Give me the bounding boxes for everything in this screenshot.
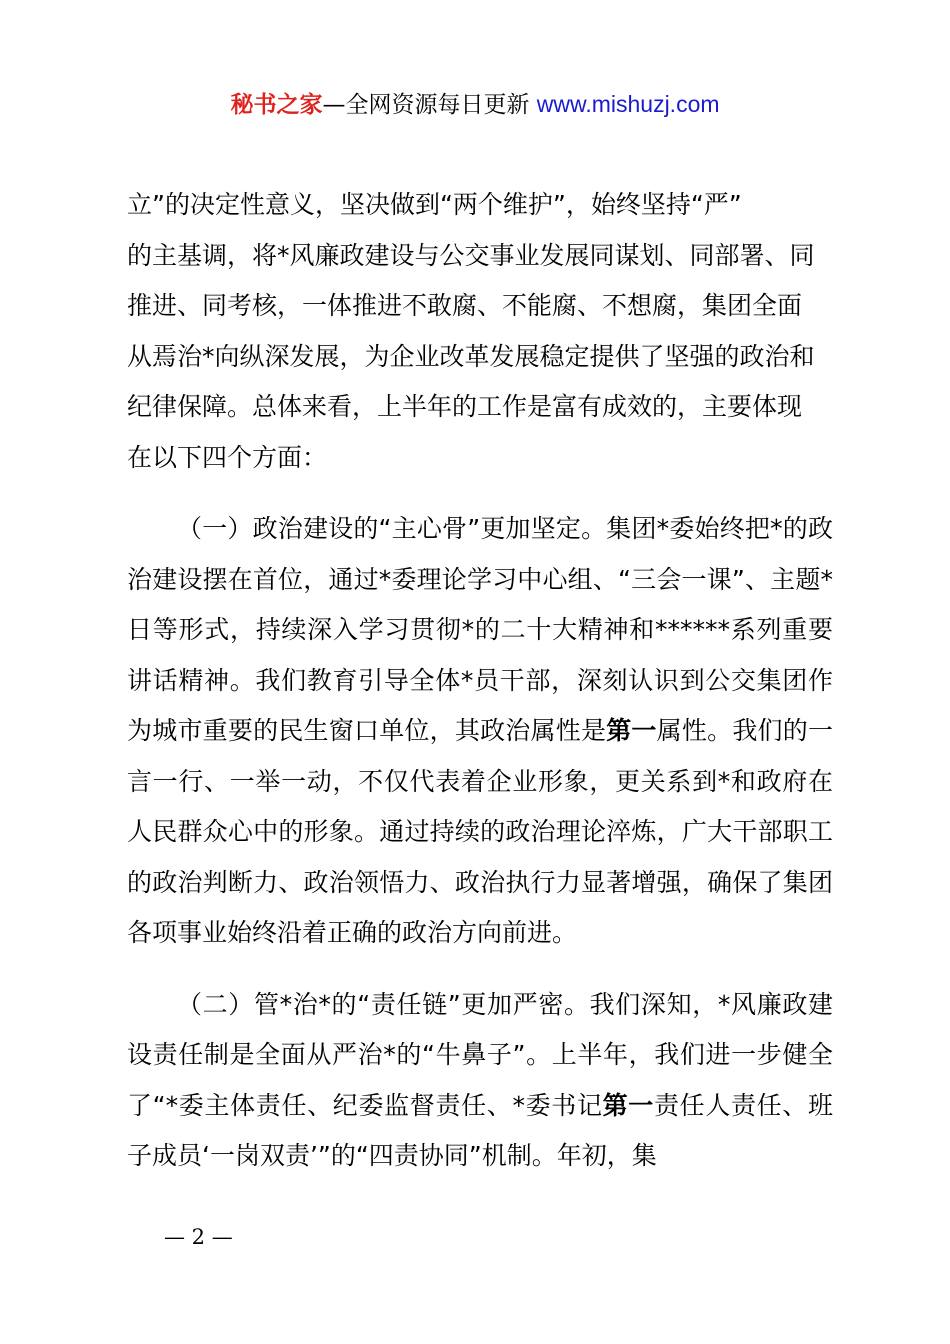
bold-text: 第一 — [602, 1090, 654, 1120]
page-number: — 2 — — [164, 1225, 233, 1249]
paragraph-political-building — [127, 504, 833, 959]
paragraph-responsibility-chain — [127, 980, 833, 1182]
page-header — [0, 86, 950, 123]
text-line: 立”的决定性意义，坚决做到“两个维护”，始终坚持“严” — [127, 190, 742, 219]
website-link[interactable]: www.mishuzj.com — [536, 91, 720, 117]
paragraph-text: （一）政治建设的“主心骨”更加坚定。集团*委始终把*的政治建设摆在首位，通过*委理论学习中心组、“三会一课”、主题*日等形式，持续深入学习贯彻*的二十大精神和******系列重要讲话精神。我们教育引导全体*员干部，深刻认识到公交集团作为城市重要的民生窗口单位，其政治属性是 — [127, 514, 833, 745]
paragraph-text: （二）管*治*的“责任链”更加严密。我们深知，*风廉政建设责任制是全面从严治*的“牛鼻子”。上半年，我们进一步健全了“*委主体责任、纪委监督责任、*委书记 — [127, 989, 833, 1120]
paragraph-intro — [127, 180, 833, 483]
text-line: 从焉治*向纵深发展，为企业改革发展稳定提供了坚强的政治和 — [127, 341, 815, 371]
paragraph-text: 责任人责任、班子成员‘一岗双责’”的“四责协同”机制。年初，集 — [127, 1090, 833, 1170]
document-body — [127, 180, 833, 1182]
text-line: 推进、同考核，一体推进不敢腐、不能腐、不想腐，集团全面 — [127, 291, 803, 320]
header-tagline: —全网资源每日更新 — [322, 92, 530, 118]
brand-name: 秘书之家 — [230, 92, 323, 118]
text-line: 在以下四个方面： — [127, 442, 328, 472]
bold-text: 第一 — [606, 716, 657, 745]
text-line: 纪律保障。总体来看，上半年的工作是富有成效的，主要体现 — [127, 392, 803, 421]
text-line: 的主基调，将*风廉政建设与公交事业发展同谋划、同部署、同 — [127, 240, 815, 270]
paragraph-text: 属性。我们的一言一行、一举一动，不仅代表着企业形象，更关系到*和政府在人民群众心中的形象。通过持续的政治理论淬炼，广大干部职工的政治判断力、政治领悟力、政治执行力显著增强，确保了集团各项事业始终沿着正确的政治方向前进。 — [127, 716, 833, 947]
